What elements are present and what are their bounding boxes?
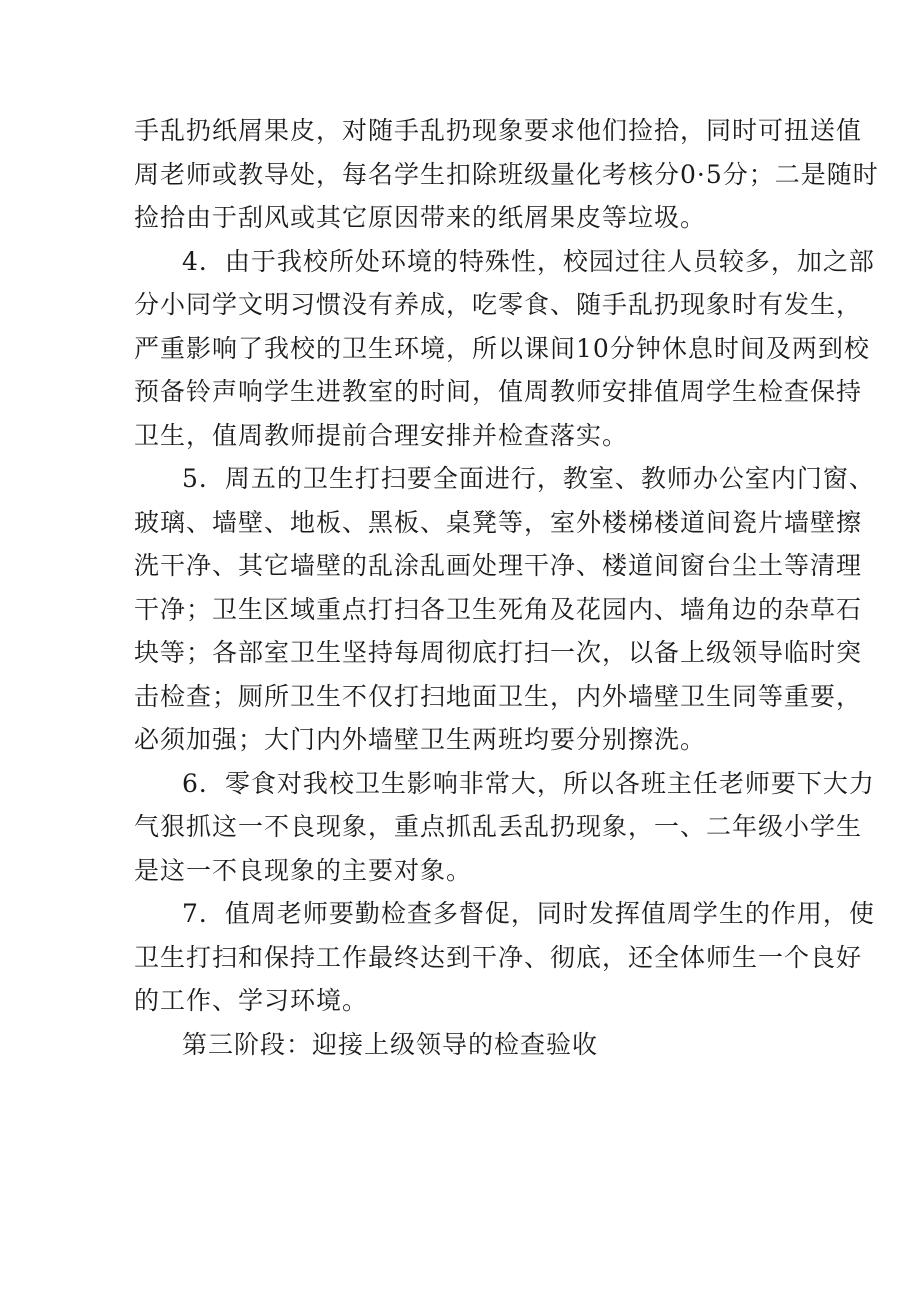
text-line: 7．值周老师要勤检查多督促，同时发挥值周学生的作用，使: [182, 899, 875, 928]
text-line: 块等；各部室卫生坚持每周彻底打扫一次，以备上级领导临时突: [134, 638, 863, 667]
paragraph-continuation: [134, 109, 879, 240]
text-line: 周老师或教导处，每名学生扣除班级量化考核分0·5分；二是随时: [134, 159, 879, 189]
text-line: 卫生，值周教师提前合理安排并检查落实。: [134, 420, 629, 450]
text-line: 气狠抓这一不良现象，重点抓乱丢乱扔现象，一、二年级小学生: [134, 812, 863, 841]
text-line: 6．零食对我校卫生影响非常大，所以各班主任老师要下大力: [182, 768, 875, 798]
text-line: 是这一不良现象的主要对象。: [134, 855, 473, 885]
text-line: 捡拾由于刮风或其它原因带来的纸屑果皮等垃圾。: [134, 203, 707, 232]
section-heading-stage-3: [134, 1023, 794, 1067]
text-line: 玻璃、墙壁、地板、黑板、桌凳等，室外楼梯楼道间瓷片墙壁擦: [134, 507, 863, 537]
document-body: [134, 109, 879, 1066]
paragraph-item-7: [134, 892, 875, 1023]
text-line: 必须加强；大门内外墙壁卫生两班均要分别擦洗。: [134, 725, 707, 754]
text-line: 5．周五的卫生打扫要全面进行，教室、教师办公室内门窗、: [182, 464, 875, 493]
section-heading-text: 第三阶段：迎接上级领导的检查验收: [182, 1029, 599, 1059]
text-line: 干净；卫生区域重点打扫各卫生死角及花园内、墙角边的杂草石: [134, 594, 863, 624]
text-line: 4．由于我校所处环境的特殊性，校园过往人员较多，加之部: [182, 246, 875, 276]
paragraph-item-6: [134, 762, 875, 893]
text-line: 分小同学文明习惯没有养成，吃零食、随手乱扔现象时有发生，: [134, 290, 863, 319]
paragraph-item-4: [134, 240, 875, 458]
text-line: 严重影响了我校的卫生环境，所以课间10分钟休息时间及两到校: [134, 333, 870, 363]
text-line: 手乱扔纸屑果皮，对随手乱扔现象要求他们捡拾，同时可扭送值: [134, 116, 863, 145]
text-line: 击检查；厕所卫生不仅打扫地面卫生，内外墙壁卫生同等重要，: [134, 681, 863, 711]
paragraph-item-5: [134, 457, 875, 762]
text-line: 卫生打扫和保持工作最终达到干净、彻底，还全体师生一个良好: [134, 942, 863, 972]
text-line: 预备铃声响学生进教室的时间，值周教师安排值周学生检查保持: [134, 377, 863, 406]
text-line: 洗干净、其它墙壁的乱涂乱画处理干净、楼道间窗台尘土等清理: [134, 551, 863, 580]
text-line: 的工作、学习环境。: [134, 986, 369, 1015]
